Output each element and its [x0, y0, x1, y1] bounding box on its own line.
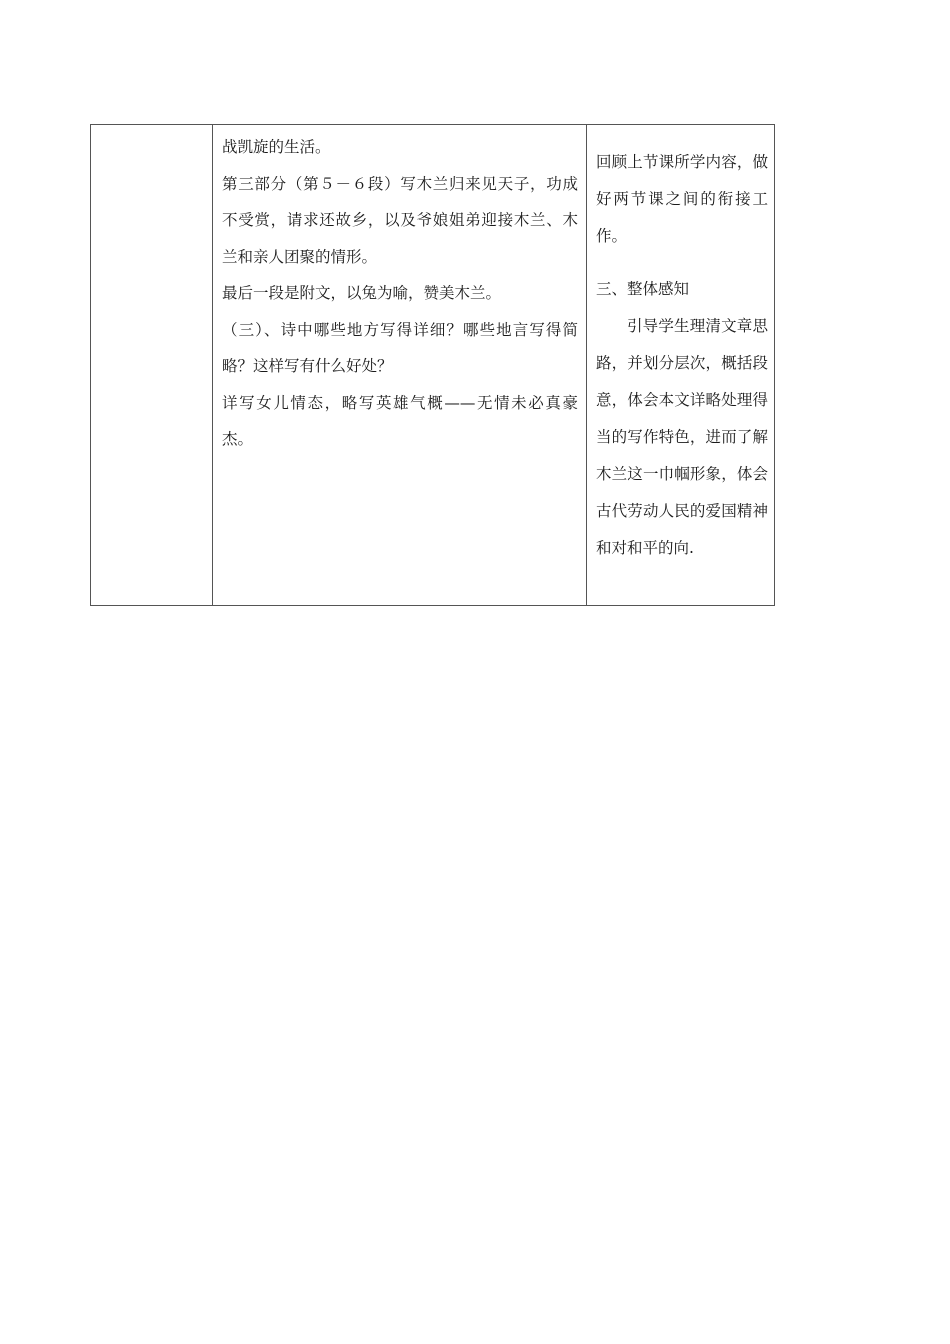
content-paragraph-3: 最后一段是附文，以兔为喻，赞美木兰。: [222, 284, 502, 302]
paragraph-spacer: [596, 255, 768, 271]
content-paragraph-5: 详写女儿情态，略写英雄气概——无情未必真豪杰。: [222, 393, 578, 448]
teaching-content-cell: [213, 125, 587, 606]
content-paragraph-1: 战凯旋的生活。: [222, 138, 331, 156]
design-intent-cell: [587, 125, 775, 606]
intent-paragraph-1: 回顾上节课所学内容，做好两节课之间的衔接工作。: [596, 153, 768, 245]
content-paragraph-4: （三）、诗中哪些地方写得详细？哪些地言写得简略？这样写有什么好处？: [222, 320, 578, 375]
content-paragraph-2: 第三部分（第５－６段）写木兰归来见天子，功成不受赏，请求还故乡，以及爷娘姐弟迎接木兰、木兰和亲人团聚的情形。: [222, 174, 578, 266]
intent-heading: 三、整体感知: [596, 280, 690, 298]
table-row: [91, 125, 775, 606]
lesson-plan-table: [90, 124, 775, 606]
intent-paragraph-2: 引导学生理清文章思路，并划分层次，概括段意，体会本文详略处理得当的写作特色，进而了解木兰这一巾帼形象，体会古代劳动人民的爱国精神和对和平的向.: [596, 317, 768, 557]
left-column-cell: [91, 125, 213, 606]
